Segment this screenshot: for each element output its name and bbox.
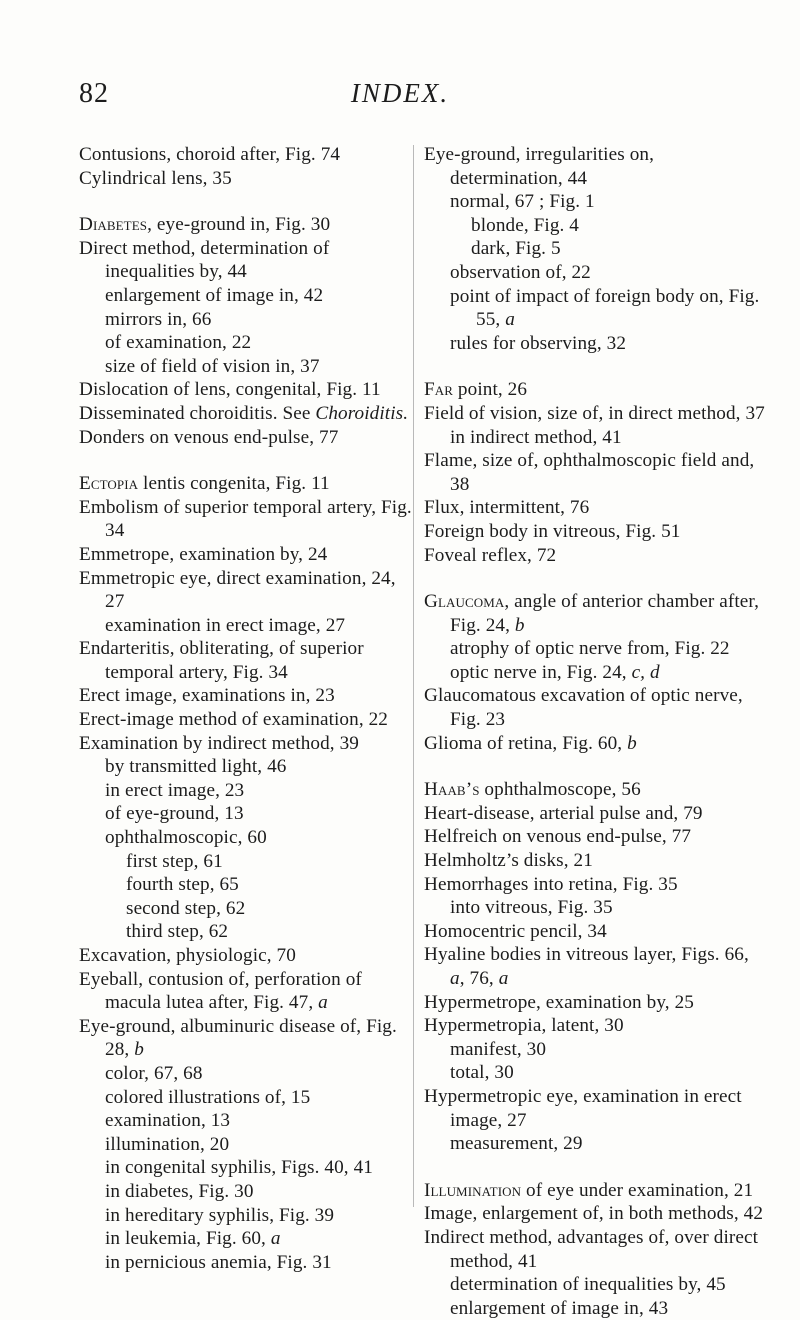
index-entry <box>79 543 419 567</box>
entry-text: colored illustrations of, 15 <box>105 1086 311 1108</box>
index-entry <box>424 684 766 731</box>
index-subentry <box>79 331 419 355</box>
index-subentry <box>424 896 766 920</box>
page-number: 82 <box>79 78 109 109</box>
index-entry <box>79 732 419 756</box>
index-subentry <box>424 1132 766 1156</box>
entry-text: measurement, 29 <box>450 1133 583 1155</box>
entry-text: Haab’s <box>424 779 480 801</box>
index-subentry <box>79 614 419 638</box>
entry-text: enlargement of image in, 42 <box>105 284 324 306</box>
entry-text: of eye-ground, 13 <box>105 803 244 825</box>
entry-text: Glaucoma <box>424 591 505 613</box>
index-entry <box>424 496 766 520</box>
index-entry <box>79 237 419 284</box>
entry-text: Contusions, choroid after, Fig. 74 <box>79 144 341 165</box>
index-subentry <box>79 850 419 874</box>
entry-text: b <box>134 1039 144 1061</box>
entry-text: in diabetes, Fig. 30 <box>105 1180 254 1202</box>
index-subentry <box>424 637 766 661</box>
entry-text: Indirect method, advantages of, over direct method, 41 <box>424 1226 759 1272</box>
entry-text: , 76, <box>459 968 499 989</box>
index-entry <box>424 732 766 756</box>
index-subentry <box>424 661 766 685</box>
index-subentry <box>424 1038 766 1062</box>
entry-text: Erect-image method of examination, 22 <box>79 709 388 731</box>
index-entry <box>424 378 766 402</box>
index-entry <box>424 449 766 496</box>
entry-text: , angle of anterior chamber after, Fig. 24, <box>450 591 759 636</box>
entry-text: examination, 13 <box>105 1110 231 1132</box>
index-subentry <box>424 332 766 356</box>
index-entry <box>424 1085 766 1132</box>
entry-text: mirrors in, 66 <box>105 308 212 330</box>
entry-text: Eyeball, contusion of, perforation of macula lutea after, Fig. 47, <box>79 968 362 1014</box>
entry-text: Helfreich on venous end-pulse, 77 <box>424 826 692 848</box>
entry-text: a <box>318 992 328 1014</box>
entry-text: Image, enlargement of, in both methods, 42 <box>424 1203 764 1225</box>
index-entry <box>424 1179 766 1203</box>
entry-text: examination in erect image, 27 <box>105 614 346 636</box>
index-entry <box>79 708 419 732</box>
entry-text: Foreign body in vitreous, Fig. 51 <box>424 520 681 542</box>
entry-text: Examination by indirect method, 39 <box>79 732 359 754</box>
index-entry <box>79 378 419 402</box>
entry-text: Endarteritis, obliterating, of superior temporal artery, Fig. 34 <box>79 638 364 683</box>
index-subentry <box>79 284 419 308</box>
entry-text: Far <box>424 379 454 401</box>
entry-text: in indirect method, 41 <box>450 426 622 448</box>
entry-text: optic nerve in, Fig. 24, <box>450 661 632 683</box>
entry-text: Erect image, examinations in, 23 <box>79 685 335 707</box>
entry-text: b <box>627 732 637 754</box>
index-entry <box>424 802 766 826</box>
entry-text: a <box>505 309 515 331</box>
index-subentry <box>79 779 419 803</box>
entry-text: Flux, intermittent, 76 <box>424 497 590 519</box>
entry-text: second step, 62 <box>126 897 246 919</box>
index-entry <box>79 567 419 614</box>
index-subentry <box>79 1251 419 1275</box>
entry-text: Eye-ground, albuminuric disease of, Fig. 28, <box>79 1015 397 1061</box>
entry-text: Emmetropic eye, direct examination, 24, 27 <box>79 567 396 613</box>
index-entry <box>79 472 419 496</box>
entry-text: , eye-ground in, Fig. 30 <box>147 214 331 236</box>
index-subentry <box>79 308 419 332</box>
entry-text: manifest, 30 <box>450 1038 547 1060</box>
index-entry <box>424 873 766 897</box>
index-subentry <box>79 920 419 944</box>
entry-text: Glaucomatous excavation of optic nerve, Fig. 23 <box>424 685 743 731</box>
page-header <box>0 78 800 118</box>
entry-text: Embolism of superior temporal artery, Fig. 34 <box>79 496 412 542</box>
index-subentry <box>424 1061 766 1085</box>
entry-text: Glioma of retina, Fig. 60, <box>424 732 628 754</box>
index-subentry <box>79 355 419 379</box>
entry-text: Hypermetropia, latent, 30 <box>424 1015 624 1037</box>
entry-text: point, 26 <box>453 379 528 401</box>
entry-text: size of field of vision in, 37 <box>105 355 320 377</box>
index-subentry <box>424 237 766 261</box>
index-subentry <box>79 1133 419 1157</box>
index-subentry <box>79 1109 419 1133</box>
index-entry <box>79 1015 419 1062</box>
index-entry <box>79 402 419 426</box>
entry-text: a <box>270 1228 281 1250</box>
index-entry <box>424 943 766 990</box>
entry-text: lentis congenita, Fig. 11 <box>138 473 330 495</box>
index-subentry <box>79 1062 419 1086</box>
entry-text: enlargement of image in, 43 <box>450 1297 669 1319</box>
index-entry <box>424 544 766 568</box>
index-entry <box>79 143 419 167</box>
entry-text: illumination, 20 <box>105 1133 230 1155</box>
entry-text: b <box>514 614 525 636</box>
entry-text: Flame, size of, ophthalmoscopic field and, 38 <box>424 450 755 495</box>
running-title: INDEX. <box>350 78 450 108</box>
entry-text: of eye under examination, 21 <box>521 1179 754 1201</box>
index-entry <box>79 213 419 237</box>
entry-text: Hypermetrope, examination by, 25 <box>424 991 694 1013</box>
index-entry <box>79 637 419 684</box>
index-subentry <box>79 1086 419 1110</box>
index-entry <box>424 520 766 544</box>
index-entry <box>424 590 766 637</box>
entry-text: dark, Fig. 5 <box>471 238 561 260</box>
entry-text: by transmitted light, 46 <box>105 756 287 778</box>
entry-text: in leukemia, Fig. 60, <box>105 1228 271 1250</box>
index-subentry <box>79 1204 419 1228</box>
entry-text: rules for observing, 32 <box>450 332 627 354</box>
entry-text: Disseminated choroiditis. See <box>79 402 316 424</box>
entry-text: third step, 62 <box>126 921 229 943</box>
entry-text: observation of, 22 <box>450 261 591 283</box>
entry-text: Hemorrhages into retina, Fig. 35 <box>424 873 678 895</box>
entry-text: ophthalmoscopic, 60 <box>105 827 267 849</box>
entry-text: Ectopia <box>79 473 139 495</box>
entry-text: total, 30 <box>450 1062 514 1084</box>
index-entry <box>79 426 419 450</box>
entry-text: fourth step, 65 <box>126 874 239 896</box>
entry-text: Diabetes <box>79 214 148 236</box>
entry-text: point of impact of foreign body on, Fig. 55, <box>450 285 760 331</box>
entry-text: blonde, Fig. 4 <box>471 214 579 236</box>
entry-text: Choroiditis. <box>315 402 409 424</box>
index-column-right <box>424 143 766 1320</box>
index-entry <box>424 1014 766 1038</box>
index-entry <box>79 968 419 1015</box>
entry-text: in erect image, 23 <box>105 779 245 801</box>
index-subentry <box>79 755 419 779</box>
entry-text: atrophy of optic nerve from, Fig. 22 <box>450 638 730 660</box>
entry-text: Heart-disease, arterial pulse and, 79 <box>424 802 703 824</box>
entry-text: Dislocation of lens, congenital, Fig. 11 <box>79 379 381 401</box>
index-entry <box>424 920 766 944</box>
index-entry <box>79 167 419 191</box>
entry-text: Donders on venous end-pulse, 77 <box>79 426 339 448</box>
entry-text: normal, 67 ; Fig. 1 <box>450 191 595 213</box>
index-subentry <box>424 285 766 332</box>
entry-text: Hypermetropic eye, examination in erect image, 27 <box>424 1085 742 1131</box>
index-subentry <box>424 1273 766 1297</box>
index-subentry <box>79 802 419 826</box>
index-entry <box>79 944 419 968</box>
entry-text: Foveal reflex, 72 <box>424 544 557 566</box>
index-subentry <box>424 190 766 214</box>
entry-text: Cylindrical lens, 35 <box>79 167 232 189</box>
entry-text: color, 67, 68 <box>105 1062 203 1084</box>
index-entry <box>424 143 766 190</box>
index-subentry <box>424 261 766 285</box>
index-subentry <box>79 1180 419 1204</box>
entry-text: into vitreous, Fig. 35 <box>450 897 613 919</box>
index-entry <box>424 1226 766 1273</box>
entry-text: Field of vision, size of, in direct method, 37 <box>424 402 765 424</box>
index-entry <box>424 402 766 426</box>
index-entry <box>79 684 419 708</box>
entry-text: in congenital syphilis, Figs. 40, 41 <box>105 1157 373 1179</box>
entry-text: Homocentric pencil, 34 <box>424 920 607 942</box>
entry-text: in pernicious anemia, Fig. 31 <box>105 1251 332 1273</box>
entry-text: Illumination <box>424 1179 522 1201</box>
index-subentry <box>79 873 419 897</box>
index-column-left <box>79 143 419 1274</box>
index-entry <box>424 1202 766 1226</box>
entry-text: first step, 61 <box>126 850 223 872</box>
entry-text: Excavation, physiologic, 70 <box>79 945 296 966</box>
index-subentry <box>424 214 766 238</box>
entry-text: Direct method, determination of inequalities by, 44 <box>79 237 330 283</box>
entry-text: in hereditary syphilis, Fig. 39 <box>105 1204 335 1226</box>
entry-text: a <box>450 968 460 989</box>
index-subentry <box>79 826 419 850</box>
index-subentry <box>79 1227 419 1251</box>
entry-text: ophthalmoscope, 56 <box>479 779 641 801</box>
entry-text: Helmholtz’s disks, 21 <box>424 850 593 872</box>
index-subentry <box>79 1156 419 1180</box>
entry-text: Hyaline bodies in vitreous layer, Figs. 66, <box>424 944 749 966</box>
index-subentry <box>79 897 419 921</box>
index-subentry <box>424 426 766 450</box>
index-subentry <box>424 1297 766 1320</box>
entry-text: Eye-ground, irregularities on, determination, 44 <box>424 144 654 189</box>
index-entry <box>424 825 766 849</box>
entry-text: of examination, 22 <box>105 332 252 354</box>
column-divider <box>413 145 414 1207</box>
index-entry <box>79 496 419 543</box>
index-entry <box>424 778 766 802</box>
entry-text: Emmetrope, examination by, 24 <box>79 543 328 565</box>
index-entry <box>424 849 766 873</box>
index-entry <box>424 991 766 1015</box>
entry-text: a <box>498 968 509 989</box>
entry-text: c, d <box>631 661 660 683</box>
entry-text: determination of inequalities by, 45 <box>450 1274 726 1296</box>
